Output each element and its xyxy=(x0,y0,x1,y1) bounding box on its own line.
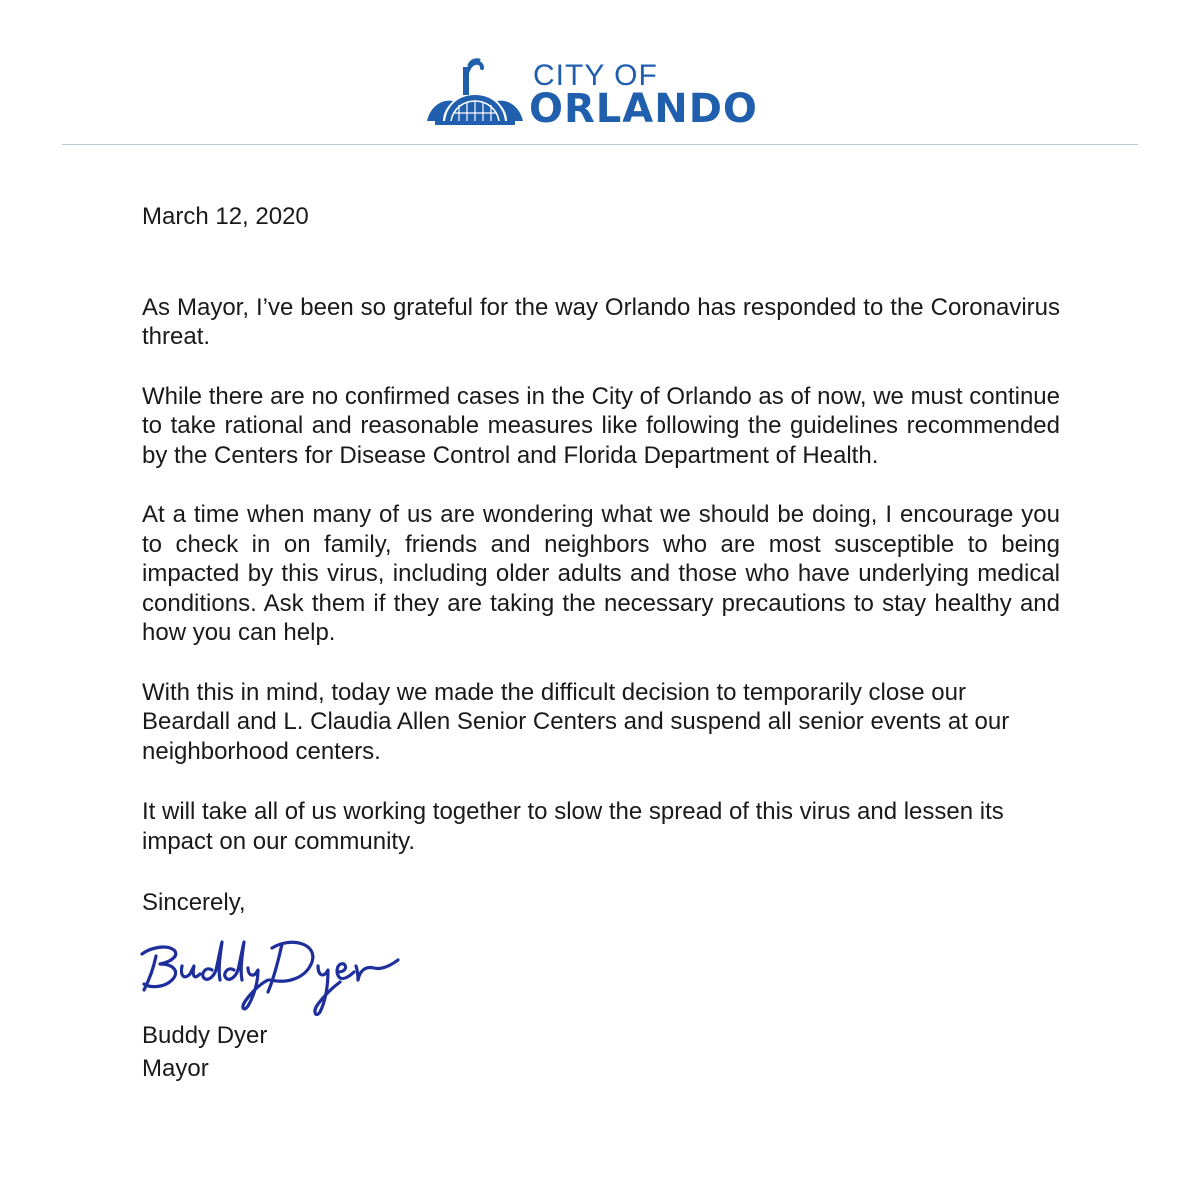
logo-text-city-of: CITY OF xyxy=(533,59,658,92)
signer-name: Buddy Dyer xyxy=(142,1021,268,1049)
letterhead xyxy=(0,0,1200,140)
signer-title: Mayor xyxy=(142,1055,209,1082)
logo-text-orlando: ORLANDO xyxy=(529,86,758,132)
fountain-icon xyxy=(425,55,529,135)
paragraph-working-together: It will take all of us working together to slow the spread of this virus and lessen its impact on our community. xyxy=(142,798,1004,855)
signature xyxy=(122,926,422,1021)
paragraph-gratitude: As Mayor, I’ve been so grateful for the way Orlando has responded to the Coronavirus threat. xyxy=(142,293,1060,350)
paragraph-senior-centers: With this in mind, today we made the difficult decision to temporarily close our Beardall and L. Claudia Allen Senior Centers and suspend all senior events at our neighborhood centers. xyxy=(142,678,1010,765)
letter-closing: Sincerely, xyxy=(142,889,246,916)
letter-body xyxy=(142,202,1060,1084)
paragraph-no-confirmed-cases: While there are no confirmed cases in the City of Orlando as of now, we must continue to take rational and reasonable measures like following the guidelines recommended by the Centers for Disease Control and Florida Department of Health. xyxy=(142,382,1060,469)
letter-date: March 12, 2020 xyxy=(142,203,309,230)
handwritten-signature-image xyxy=(122,926,422,1021)
letterhead-divider xyxy=(62,144,1138,145)
paragraph-check-in: At a time when many of us are wondering what we should be doing, I encourage you to check in on family, friends and neighbors who are most susceptible to being impacted by this virus, including older adults and those who have underlying medical conditions. Ask them if they are taking the necessary precautions to stay healthy and how you can help. xyxy=(142,501,1060,646)
city-of-orlando-logo xyxy=(425,55,785,135)
